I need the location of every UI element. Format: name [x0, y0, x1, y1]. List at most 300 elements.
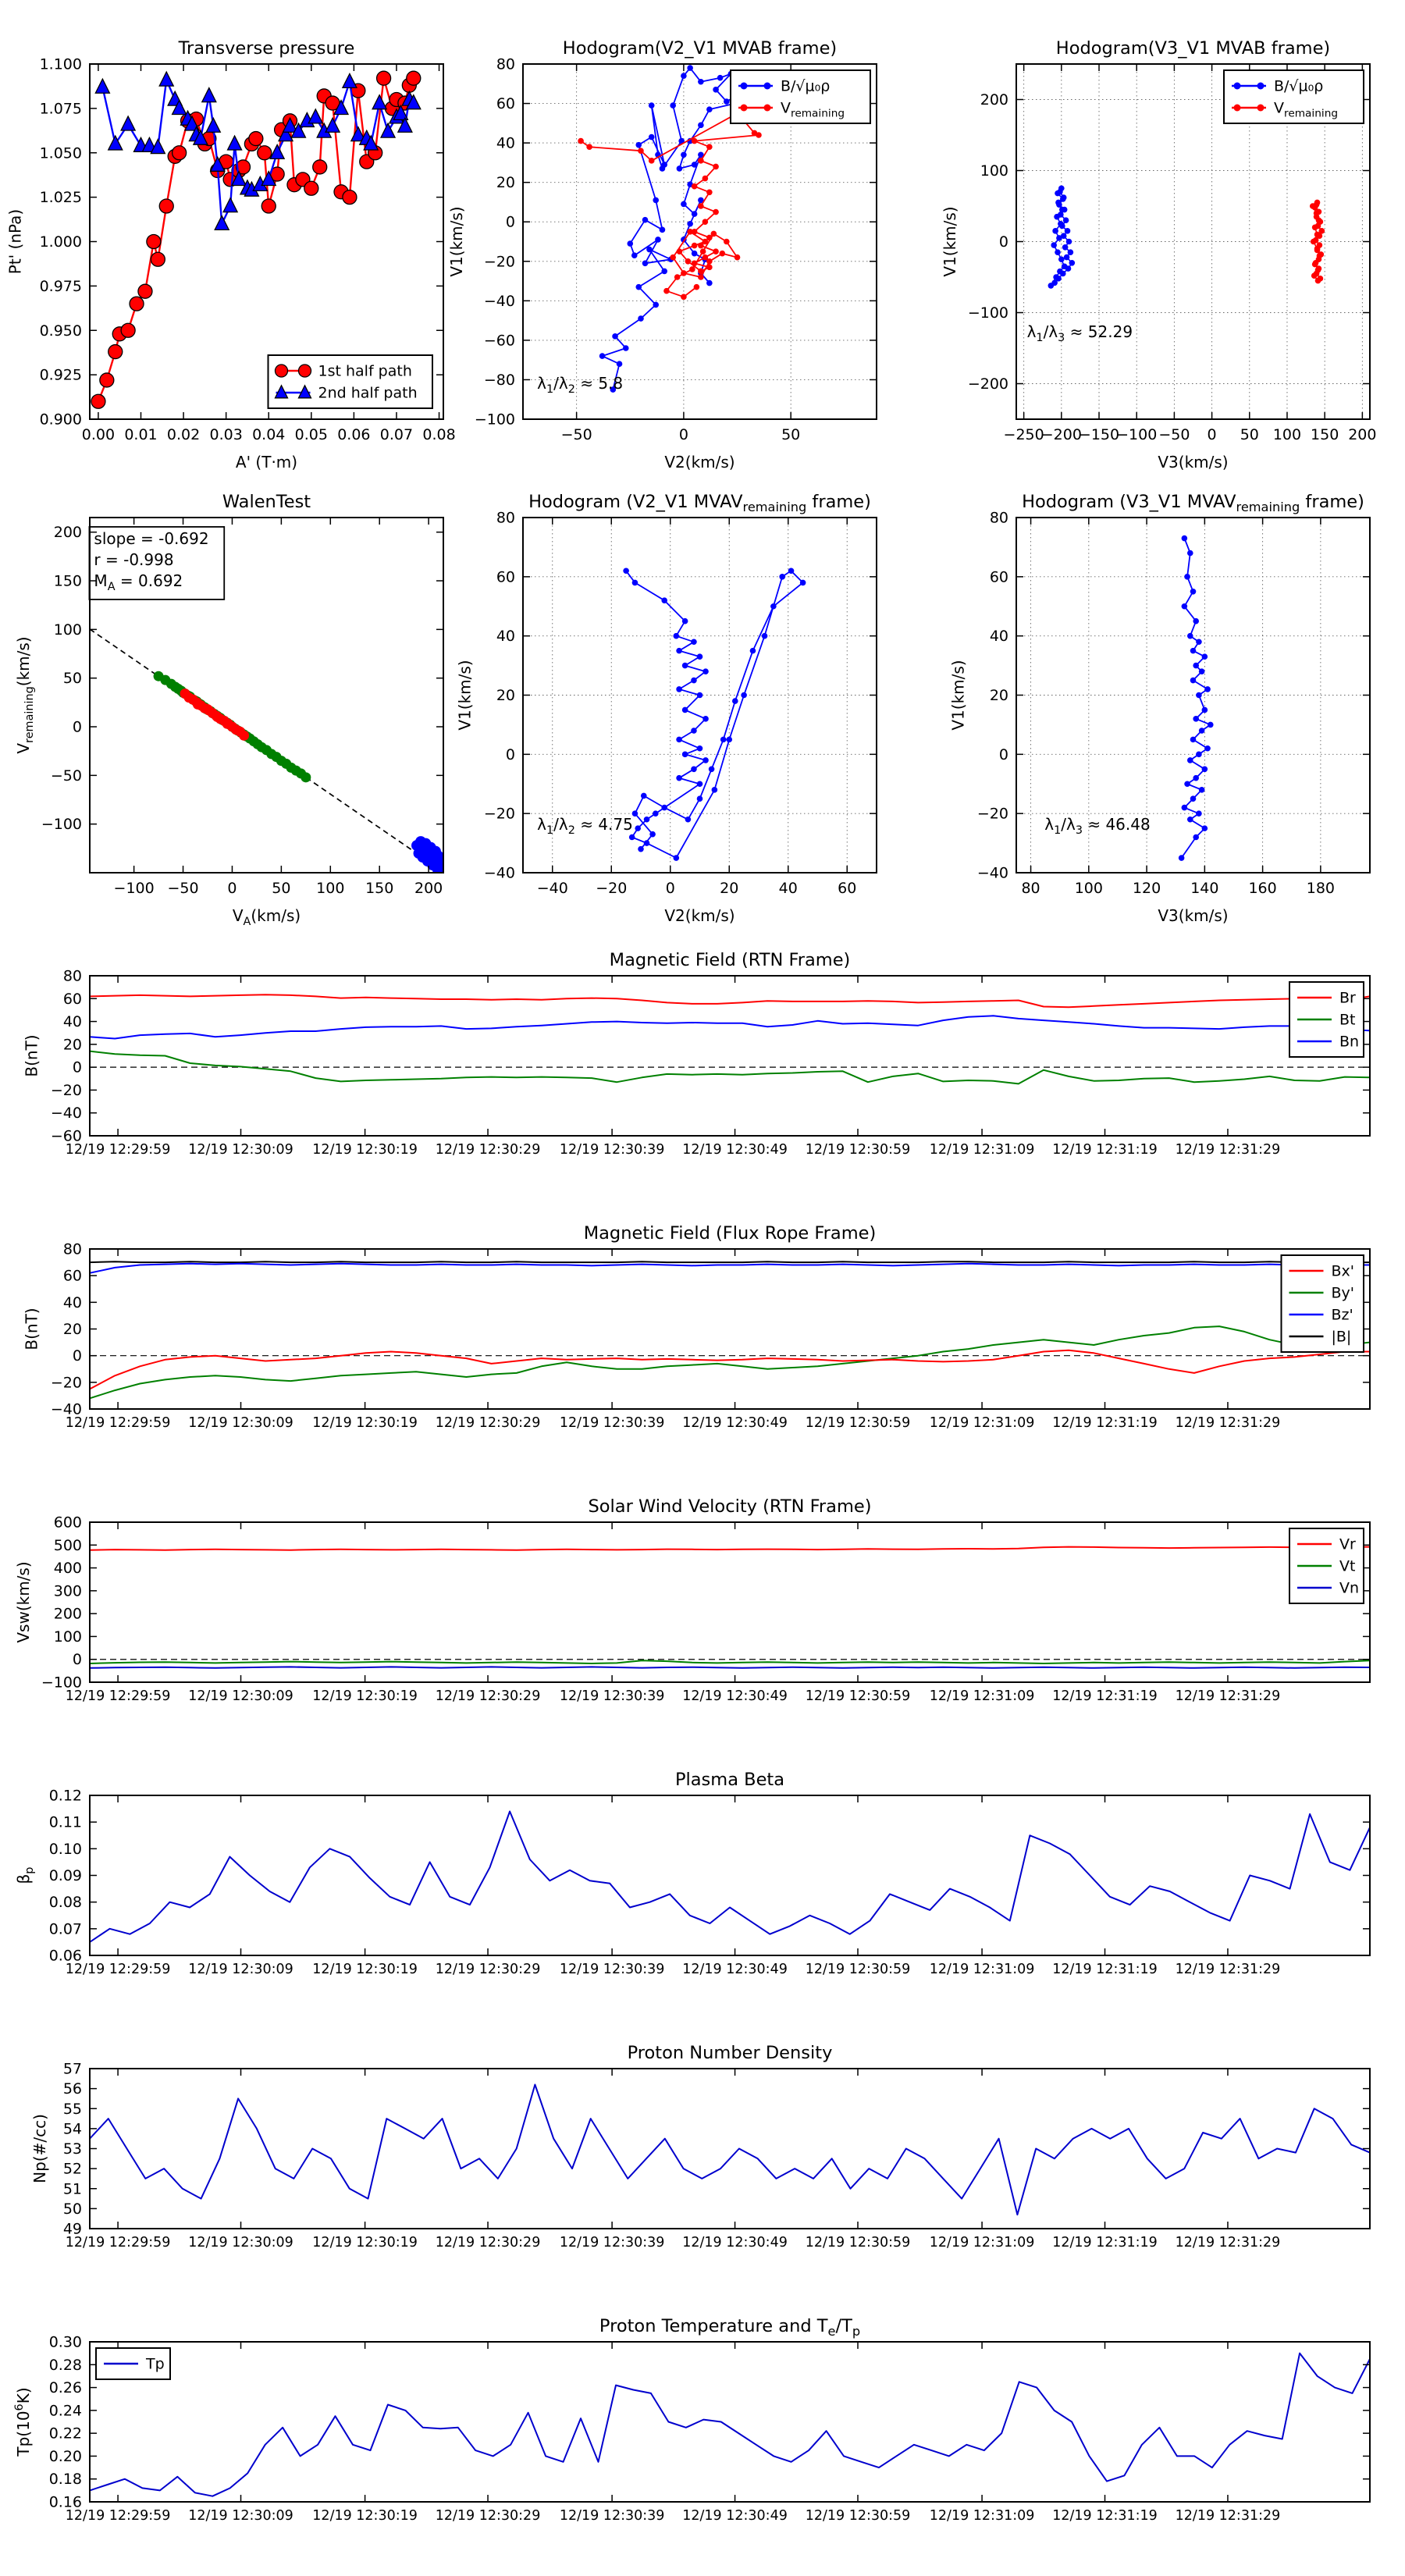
circle-marker	[299, 365, 311, 377]
x-tick-label: 12/19 12:30:39	[559, 1415, 665, 1431]
legend	[1282, 1255, 1364, 1352]
y-tick-label: 53	[62, 2140, 82, 2158]
dot-marker	[1051, 242, 1057, 248]
dot-marker	[1064, 254, 1070, 261]
dot-marker	[698, 158, 704, 164]
chart-magnetic-field-rtn	[23, 950, 1371, 1158]
y-tick-label: 20	[62, 1036, 82, 1054]
y-tick-label: 0.09	[48, 1867, 82, 1884]
dot-marker	[689, 266, 695, 272]
dot-marker	[732, 698, 738, 704]
y-tick-label: 400	[53, 1560, 82, 1578]
legend-label: 2nd half path	[318, 384, 418, 402]
circle-marker	[173, 146, 187, 160]
dot-marker	[193, 699, 203, 710]
x-tick-label: 12/19 12:30:09	[188, 1688, 293, 1704]
y-tick-label: 200	[980, 91, 1008, 109]
x-tick-label: 0.03	[209, 426, 243, 443]
dot-marker	[1054, 214, 1060, 220]
annotation-text: $\lambda_1/\lambda_3 \approx 52.29$	[1026, 322, 1133, 345]
dot-marker	[1187, 633, 1193, 639]
x-tick-label: −100	[1116, 426, 1158, 443]
dot-marker	[1193, 834, 1199, 841]
y-tick-label: 0.20	[48, 2447, 82, 2465]
y-tick-label: 60	[62, 990, 82, 1008]
dot-marker	[1055, 249, 1061, 255]
triangle-marker	[95, 79, 109, 93]
dot-marker	[687, 229, 693, 235]
dot-marker	[1068, 249, 1074, 255]
legend-label: 1st half path	[318, 362, 412, 380]
dot-marker	[1196, 752, 1202, 758]
y-axis-label: V1(km/s)	[948, 660, 968, 731]
dot-marker	[1063, 217, 1069, 223]
dot-marker	[1062, 244, 1069, 251]
y-tick-label: −60	[50, 1127, 82, 1145]
dot-marker	[717, 75, 724, 81]
dot-marker	[702, 757, 709, 763]
x-tick-label: 12/19 12:30:19	[312, 2508, 418, 2524]
chart-plasma-beta	[14, 1770, 1370, 1977]
y-tick-label: 20	[496, 687, 515, 704]
y-tick-label: 0.950	[39, 322, 82, 340]
x-tick-label: 20	[720, 880, 739, 897]
triangle-marker	[270, 144, 284, 158]
legend-label: Vr	[1339, 1535, 1356, 1553]
x-tick-label: 0.02	[166, 426, 201, 443]
y-tick-label: 0	[505, 745, 515, 763]
dot-marker	[1257, 83, 1264, 90]
dot-marker	[638, 148, 644, 154]
x-tick-label: 140	[1190, 880, 1219, 897]
x-axis-label: A' (T·m)	[235, 453, 298, 471]
chart-hodogram-v3v1-mvab	[941, 38, 1376, 471]
dot-marker	[1058, 256, 1065, 262]
x-tick-label: 12/19 12:30:59	[805, 1688, 911, 1704]
legend	[1224, 70, 1364, 123]
dot-marker	[1314, 201, 1320, 208]
chart-title: Proton Number Density	[627, 2043, 833, 2063]
dot-marker	[612, 333, 618, 340]
x-tick-label: 12/19 12:31:29	[1175, 2508, 1281, 2524]
dot-marker	[1313, 260, 1319, 266]
y-axis-label: V1(km/s)	[941, 206, 959, 277]
x-tick-label: 0	[227, 880, 237, 897]
x-tick-label: −250	[1003, 426, 1044, 443]
circle-marker	[261, 199, 276, 213]
series-line-V remaining	[581, 108, 759, 297]
y-tick-label: 80	[989, 509, 1008, 527]
y-tick-label: −100	[967, 304, 1008, 322]
x-tick-label: 150	[365, 880, 394, 897]
series-line-1st half path	[98, 78, 414, 401]
dot-marker	[623, 568, 629, 574]
dot-marker	[638, 315, 644, 322]
dot-marker	[691, 728, 697, 734]
x-tick-label: 0.00	[81, 426, 116, 443]
chart-hodogram-v2v1-mvav	[456, 492, 877, 925]
dot-marker	[674, 274, 681, 280]
dot-marker	[1193, 618, 1199, 624]
dot-marker	[1208, 722, 1214, 728]
y-tick-label: 0.975	[39, 277, 82, 295]
annotation-text: $\lambda_1/\lambda_3 \approx 46.48$	[1044, 815, 1151, 838]
y-axis-label: $Tp(10^6K)$	[13, 2387, 33, 2457]
dot-marker	[713, 87, 719, 93]
x-tick-label: 160	[1248, 880, 1277, 897]
circle-marker	[249, 132, 263, 146]
dot-marker	[1314, 246, 1321, 252]
circle-marker	[258, 146, 272, 160]
dot-marker	[1202, 766, 1208, 772]
x-tick-label: 12/19 12:30:19	[312, 1688, 418, 1704]
dot-marker	[685, 817, 692, 823]
y-tick-label: 80	[62, 1240, 82, 1258]
annotation-text: slope = -0.692	[94, 528, 209, 548]
x-tick-label: 12/19 12:30:19	[312, 1962, 418, 1977]
triangle-marker	[381, 123, 395, 137]
dot-marker	[691, 639, 697, 645]
y-tick-label: −50	[50, 767, 82, 785]
y-tick-label: 60	[62, 1267, 82, 1285]
y-tick-label: 100	[980, 162, 1008, 180]
y-tick-label: 300	[53, 1582, 82, 1600]
dot-marker	[698, 203, 704, 209]
dot-marker	[1057, 189, 1063, 195]
dot-marker	[1190, 795, 1197, 802]
dot-marker	[644, 840, 650, 846]
series-line-Br	[90, 994, 1370, 1007]
dot-marker	[741, 692, 747, 699]
dot-marker	[676, 686, 682, 692]
dot-marker	[642, 261, 649, 267]
y-tick-label: 51	[62, 2180, 82, 2198]
dot-marker	[670, 102, 676, 109]
dot-marker	[676, 737, 682, 743]
x-tick-label: 12/19 12:30:59	[805, 2235, 911, 2250]
y-axis-label: V1(km/s)	[447, 206, 466, 277]
axes-frame	[90, 2342, 1370, 2502]
dot-marker	[1057, 269, 1063, 275]
x-tick-label: 120	[1132, 880, 1161, 897]
dot-marker	[702, 668, 709, 674]
y-tick-label: 0.08	[48, 1894, 82, 1912]
y-tick-label: 100	[53, 1628, 82, 1646]
dot-marker	[697, 745, 703, 752]
chart-title: Hodogram(V3_V1 MVAB frame)	[1055, 38, 1331, 59]
dot-marker	[682, 707, 688, 713]
dot-marker	[644, 817, 650, 823]
dot-marker	[635, 284, 642, 290]
y-tick-label: 0	[505, 213, 515, 231]
dot-marker	[741, 83, 748, 90]
x-tick-label: 0.04	[252, 426, 286, 443]
chart-title: Transverse pressure	[178, 38, 355, 59]
circle-marker	[138, 284, 152, 298]
x-tick-label: 12/19 12:31:09	[929, 1415, 1035, 1431]
dot-marker	[1182, 535, 1188, 542]
y-tick-label: −40	[483, 292, 515, 310]
x-tick-label: 12/19 12:30:19	[312, 1415, 418, 1431]
dot-marker	[646, 247, 653, 253]
y-axis-label: B(nT)	[22, 1308, 41, 1350]
dot-marker	[692, 183, 698, 190]
dot-marker	[1182, 805, 1188, 811]
x-tick-label: 100	[316, 880, 345, 897]
chart-title: WalenTest	[222, 492, 311, 512]
dot-marker	[724, 98, 730, 105]
dot-marker	[702, 176, 709, 182]
x-tick-label: 12/19 12:30:39	[559, 1688, 665, 1704]
legend-label: B/√μ₀ρ	[781, 77, 831, 95]
y-tick-label: 54	[62, 2120, 82, 2138]
y-tick-label: 0.06	[48, 1947, 82, 1965]
chart-title: Magnetic Field (RTN Frame)	[609, 950, 851, 970]
x-tick-label: 12/19 12:30:29	[435, 2508, 541, 2524]
x-tick-label: 0.01	[124, 426, 158, 443]
x-tick-label: 80	[1021, 880, 1040, 897]
circle-marker	[147, 235, 161, 249]
y-tick-label: 20	[496, 174, 515, 192]
x-tick-label: 12/19 12:30:59	[805, 1962, 911, 1977]
dot-marker	[653, 197, 659, 204]
x-tick-label: 12/19 12:30:29	[435, 1962, 541, 1977]
dot-marker	[706, 144, 713, 150]
x-tick-label: 12/19 12:30:09	[188, 1962, 293, 1977]
legend-label: B/√μ₀ρ	[1274, 77, 1324, 95]
chart-solar-wind-velocity	[14, 1496, 1370, 1704]
x-tick-label: 12/19 12:30:59	[805, 1415, 911, 1431]
triangle-marker	[325, 118, 340, 132]
series-line-beta p	[90, 1812, 1370, 1942]
dot-marker	[697, 692, 703, 699]
y-tick-label: 200	[53, 1605, 82, 1623]
dot-marker	[691, 766, 697, 772]
x-tick-label: 12/19 12:31:19	[1052, 1962, 1158, 1977]
x-tick-label: −40	[536, 880, 568, 897]
dot-marker	[709, 766, 715, 772]
dot-marker	[681, 294, 687, 300]
dot-marker	[764, 105, 771, 112]
dot-marker	[1190, 737, 1197, 743]
x-tick-label: 12/19 12:30:09	[188, 1415, 293, 1431]
x-tick-label: 12/19 12:31:29	[1175, 1688, 1281, 1704]
y-tick-label: 20	[62, 1321, 82, 1338]
triangle-marker	[372, 95, 386, 109]
dot-marker	[726, 737, 732, 743]
circle-marker	[121, 323, 135, 337]
y-tick-label: −20	[483, 253, 515, 271]
dot-marker	[687, 221, 693, 227]
legend-label: By'	[1331, 1284, 1355, 1302]
x-tick-label: 0.06	[337, 426, 371, 443]
y-tick-label: 0.900	[39, 411, 82, 429]
x-tick-label: 12/19 12:31:29	[1175, 2235, 1281, 2250]
dot-marker	[676, 775, 682, 781]
series-line-Np	[90, 2085, 1370, 2215]
dot-marker	[713, 209, 719, 215]
series-line-B/sqrt(mu0 rho)	[603, 68, 744, 390]
x-tick-label: 12/19 12:30:49	[682, 2508, 788, 2524]
dot-marker	[692, 261, 698, 267]
y-tick-label: 0	[72, 1347, 82, 1365]
x-tick-label: 60	[838, 880, 857, 897]
y-tick-label: 0	[72, 1059, 82, 1076]
x-tick-label: 150	[1311, 426, 1339, 443]
x-tick-label: 12/19 12:31:09	[929, 1962, 1035, 1977]
y-tick-label: −20	[976, 805, 1008, 823]
y-tick-label: 40	[62, 1293, 82, 1311]
x-tick-label: 12/19 12:30:49	[682, 1142, 788, 1158]
series-group	[90, 629, 449, 877]
y-tick-label: 1.100	[39, 55, 82, 73]
series-group	[623, 568, 806, 860]
dot-marker	[694, 284, 700, 290]
dot-marker	[706, 190, 713, 196]
x-tick-label: 50	[781, 426, 801, 443]
dot-marker	[750, 648, 756, 654]
dot-marker	[635, 142, 642, 148]
series-line-Tp	[90, 2354, 1370, 2496]
circle-marker	[91, 394, 105, 408]
y-tick-label: 1.025	[39, 189, 82, 207]
y-tick-label: 1.000	[39, 233, 82, 251]
dot-marker	[706, 258, 713, 265]
x-tick-label: 200	[1348, 426, 1377, 443]
dot-marker	[1058, 221, 1064, 227]
dot-marker	[670, 254, 676, 261]
triangle-marker	[159, 72, 173, 86]
x-tick-label: 100	[1272, 426, 1302, 443]
dot-marker	[691, 678, 697, 684]
dot-marker	[1053, 274, 1059, 280]
y-tick-label: 0.26	[48, 2379, 82, 2397]
y-tick-label: 20	[989, 687, 1008, 704]
y-axis-label: $\beta_p$	[14, 1866, 36, 1884]
dot-marker	[629, 834, 635, 841]
y-axis-label: Vsw(km/s)	[14, 1561, 33, 1643]
y-axis-label: Pt' (nPa)	[5, 208, 25, 275]
y-tick-label: −100	[41, 1674, 82, 1692]
y-tick-label: 150	[53, 572, 82, 590]
dot-marker	[764, 83, 771, 90]
x-tick-label: 180	[1306, 880, 1336, 897]
y-axis-label: Np(#/cc)	[30, 2114, 49, 2183]
y-tick-label: 0.925	[39, 366, 82, 384]
legend	[1289, 982, 1364, 1057]
dot-marker	[1062, 264, 1068, 270]
axes-frame	[90, 1522, 1370, 1682]
dot-marker	[762, 633, 768, 639]
circle-marker	[377, 71, 391, 85]
y-tick-label: −80	[483, 371, 515, 389]
x-tick-label: 12/19 12:30:39	[559, 1142, 665, 1158]
dot-marker	[627, 240, 633, 247]
x-tick-label: 12/19 12:30:49	[682, 1415, 788, 1431]
x-tick-label: 12/19 12:30:59	[805, 1142, 911, 1158]
dot-marker	[1069, 260, 1076, 266]
chart-title: Magnetic Field (Flux Rope Frame)	[583, 1223, 877, 1244]
y-tick-label: −20	[50, 1374, 82, 1392]
dot-marker	[617, 361, 623, 367]
axes-frame	[90, 976, 1370, 1136]
y-tick-label: 0.22	[48, 2425, 82, 2443]
x-tick-label: 12/19 12:31:09	[929, 1688, 1035, 1704]
dot-marker	[1048, 283, 1055, 289]
y-tick-label: 40	[496, 134, 515, 152]
dot-marker	[692, 243, 698, 249]
dot-marker	[677, 165, 683, 172]
series-line-Bn	[90, 1016, 1370, 1038]
legend	[731, 70, 870, 123]
series-line-By'	[90, 1326, 1370, 1398]
dot-marker	[239, 731, 249, 741]
x-tick-label: 12/19 12:30:49	[682, 2235, 788, 2250]
y-tick-label: −100	[41, 816, 82, 834]
series-group	[90, 994, 1370, 1083]
annotation	[537, 815, 633, 837]
dot-marker	[1199, 728, 1205, 734]
x-tick-label: −100	[113, 880, 155, 897]
dot-marker	[301, 772, 311, 782]
x-tick-label: 12/19 12:30:49	[682, 1688, 788, 1704]
dot-marker	[692, 251, 698, 257]
circle-marker	[151, 252, 165, 266]
x-tick-label: 12/19 12:31:19	[1052, 1142, 1158, 1158]
x-axis-label: V3(km/s)	[1158, 453, 1229, 471]
dot-marker	[770, 603, 777, 610]
y-tick-label: 0.10	[48, 1840, 82, 1858]
dot-marker	[1187, 550, 1193, 557]
y-tick-label: 56	[62, 2080, 82, 2098]
dot-marker	[222, 719, 233, 729]
annotation-text: $M_A = 0.692$	[94, 571, 183, 593]
dot-marker	[800, 580, 806, 586]
dot-marker	[1190, 589, 1197, 595]
x-tick-label: 12/19 12:31:29	[1175, 1415, 1281, 1431]
dot-marker	[1184, 781, 1190, 787]
dot-marker	[677, 248, 683, 254]
dot-marker	[1193, 716, 1199, 722]
chart-title: Proton Temperature and $T_e/T_p$	[599, 2316, 861, 2339]
dot-marker	[1311, 239, 1317, 245]
triangle-marker	[343, 73, 357, 87]
series-group	[90, 1261, 1370, 1398]
dot-marker	[1196, 692, 1202, 699]
legend	[1289, 1528, 1364, 1603]
y-tick-label: −20	[50, 1081, 82, 1099]
dot-marker	[681, 73, 687, 79]
dot-marker	[697, 781, 703, 787]
x-axis-label: V2(km/s)	[664, 906, 735, 925]
dot-marker	[1190, 648, 1197, 654]
dot-marker	[1066, 239, 1072, 245]
dot-marker	[706, 265, 713, 271]
y-tick-label: 600	[53, 1514, 82, 1532]
axes-frame	[90, 2069, 1370, 2229]
y-tick-label: 0	[998, 745, 1008, 763]
chart-title: Hodogram (V2_V1 $MVAV_{remaining}$ frame)	[528, 492, 871, 514]
dot-marker	[649, 102, 655, 109]
dot-marker	[692, 211, 698, 217]
y-tick-label: −40	[976, 864, 1008, 882]
dot-marker	[685, 258, 692, 265]
x-tick-label: 12/19 12:30:19	[312, 1142, 418, 1158]
dot-marker	[1202, 825, 1208, 831]
series-line-Bz'	[90, 1264, 1370, 1273]
dot-marker	[702, 716, 709, 722]
y-tick-label: 100	[53, 621, 82, 639]
